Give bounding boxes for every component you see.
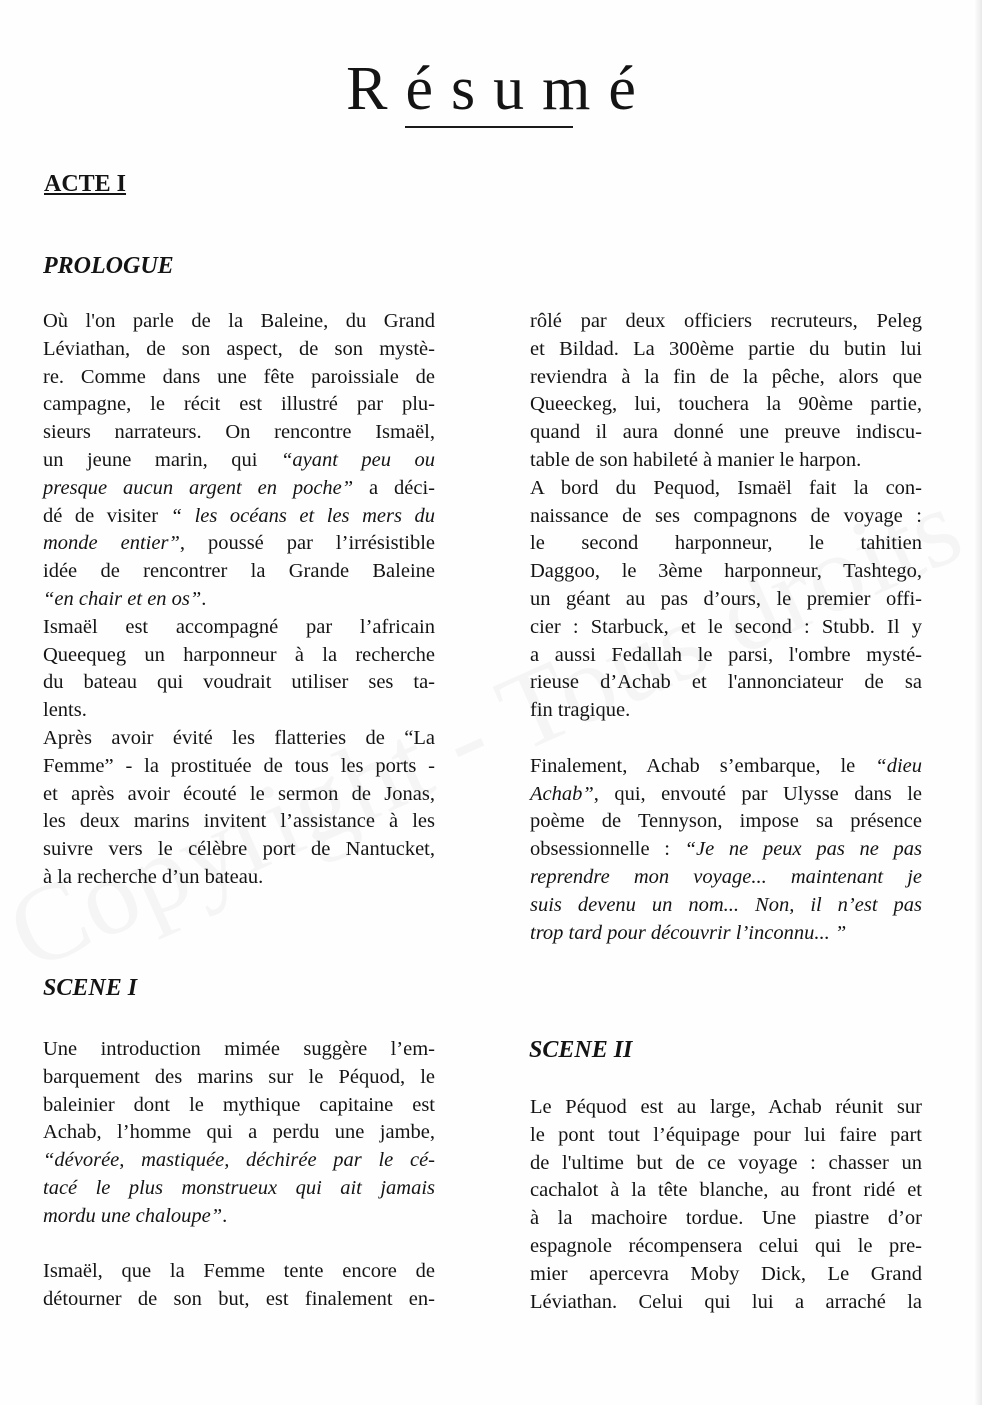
text-line: [43, 391, 435, 419]
text-fragment: mier apercevra Moby Dick, Le Grand: [530, 1262, 922, 1285]
scene2-paragraph: [530, 1094, 922, 1316]
text-fragment: Ismaël est accompagné par l’africain: [43, 615, 435, 638]
quote-fragment: “Je ne peux pas ne pas: [684, 838, 923, 861]
text-fragment: détourner de son but, est finalement en-: [43, 1288, 435, 1311]
text-fragment: rôlé par deux officiers recruteurs, Peleg: [530, 310, 922, 332]
quote-fragment: reprendre mon voyage... maintenant je: [530, 865, 922, 888]
text-fragment: cier : Starbuck, et le second : Stubb. Il y: [530, 615, 922, 638]
text-line: [530, 308, 922, 336]
text-fragment: Léviathan, de son aspect, de son mystè-: [43, 337, 435, 360]
text-fragment: lents.: [43, 699, 87, 722]
text-line: [43, 336, 435, 364]
quote-fragment: “dieu: [875, 754, 922, 777]
quote-fragment: Achab”: [530, 782, 594, 805]
text-line: [530, 1177, 922, 1205]
text-line: [530, 586, 922, 614]
prologue-heading: PROLOGUE: [43, 253, 174, 279]
text-fragment: idée de rencontrer la Grande Baleine: [43, 560, 435, 583]
quote-fragment: tacé le plus monstrueux qui ait jamais: [43, 1176, 435, 1199]
page-title: Résumé: [346, 55, 654, 123]
scene2-heading: SCENE II: [529, 1037, 633, 1063]
text-line: [43, 558, 435, 586]
text-fragment: de l'ultime but de ce voyage : chasser un: [530, 1151, 922, 1174]
act-heading: ACTE I: [44, 171, 127, 197]
text-line: [530, 1233, 922, 1261]
text-fragment: Finalement, Achab s’embarque, le: [530, 754, 876, 777]
text-fragment: Léviathan. Celui qui lui a arraché la: [530, 1290, 922, 1313]
text-fragment: sieurs narrateurs. On rencontre Ismaël,: [43, 421, 435, 444]
text-line: [43, 1064, 435, 1092]
text-fragment: campagne, le récit est illustré par plu-: [43, 393, 435, 416]
text-fragment: rieuse d’Achab et l'annonciateur de sa: [530, 671, 922, 694]
text-fragment: obsessionnelle :: [530, 838, 685, 861]
text-fragment: quand il aura donné une preuve indiscu-: [530, 421, 922, 444]
prologue-paragraph: [43, 308, 435, 892]
text-line: [530, 642, 922, 670]
text-line: [43, 419, 435, 447]
text-line: [530, 892, 922, 920]
quote-fragment: presque aucun argent en poche”: [43, 476, 354, 499]
text-fragment: table de son habileté à manier le harpon.: [530, 448, 862, 471]
text-fragment: A bord du Pequod, Ismaël fait la con-: [530, 476, 922, 499]
text-line: [43, 308, 435, 336]
text-line: [530, 1122, 922, 1150]
text-fragment: Queequeg un harponneur à la recherche: [43, 643, 435, 666]
text-line: [530, 669, 922, 697]
text-line: [530, 920, 922, 948]
text-fragment: à la recherche d’un bateau.: [43, 865, 264, 888]
page-edge-shadow: [974, 0, 982, 1405]
quote-fragment: mordu une chaloupe”: [43, 1204, 223, 1227]
text-line: [43, 697, 435, 725]
title-underline-rule: [405, 126, 573, 128]
text-line: [530, 530, 922, 558]
text-line: [530, 447, 922, 475]
text-line: [530, 808, 922, 836]
text-fragment: Après avoir évité les flatteries de “La: [43, 726, 435, 749]
text-line: [43, 1175, 435, 1203]
text-line: [530, 1094, 922, 1122]
text-line: [43, 753, 435, 781]
quote-fragment: suis devenu un nom... Non, il n’est pas: [530, 893, 922, 916]
quote-fragment: “dévorée, mastiquée, déchirée par le cé-: [43, 1149, 435, 1172]
text-fragment: baleinier dont le mythique capitaine est: [43, 1093, 435, 1116]
text-fragment: fin tragique.: [530, 699, 631, 722]
text-fragment: du bateau qui voudrait utiliser ses ta-: [43, 671, 435, 694]
text-line: [43, 503, 435, 531]
quote-fragment: “ayant peu ou: [280, 448, 436, 471]
text-fragment: Achab, l’homme qui a perdu une jambe,: [43, 1121, 435, 1144]
scene1-heading: SCENE I: [43, 975, 138, 1001]
quote-fragment: “en chair et en os”: [43, 587, 202, 610]
scene2-text: [530, 1094, 922, 1316]
text-line: [43, 614, 435, 642]
text-line: [530, 419, 922, 447]
text-line: [43, 669, 435, 697]
text-fragment: a aussi Fedallah le parsi, l'ombre mysté-: [530, 643, 922, 666]
scene1-text: [43, 1036, 435, 1314]
text-fragment: et après avoir écouté le sermon de Jonas,: [43, 782, 435, 805]
text-fragment: le pont tout l’équipage pour lui faire part: [530, 1123, 922, 1146]
text-line: [43, 725, 435, 753]
text-line: [530, 503, 922, 531]
text-fragment: espagnole récompensera celui qui le pre-: [530, 1234, 922, 1257]
quote-fragment: monde entier”: [43, 532, 180, 555]
scene1-paragraph: [43, 1036, 435, 1314]
text-line: [43, 447, 435, 475]
text-fragment: Queeckeg, lui, touchera la 90ème partie,: [530, 393, 922, 416]
text-line: [43, 864, 435, 892]
text-line: [43, 1203, 435, 1231]
text-fragment: Femme” - la prostituée de tous les ports -: [43, 754, 435, 777]
text-fragment: suivre vers le célèbre port de Nantucket,: [43, 838, 435, 861]
text-line: [530, 614, 922, 642]
text-fragment: poème de Tennyson, impose sa présence: [530, 810, 922, 833]
quote-fragment: trop tard pour découvrir l’inconnu... ”: [530, 921, 847, 944]
right-column-text: [530, 308, 922, 947]
quote-fragment: “ les océans et les mers du: [170, 504, 435, 527]
text-fragment: .: [201, 587, 207, 610]
text-line: [530, 336, 922, 364]
text-fragment: un jeune marin, qui: [43, 448, 281, 471]
text-fragment: .: [222, 1204, 228, 1227]
text-line: [530, 475, 922, 503]
text-fragment: , poussé par l’irrésistible: [179, 532, 435, 555]
text-line: [43, 530, 435, 558]
text-line: [43, 1258, 435, 1286]
text-fragment: reviendra à la fin de la pêche, alors que: [530, 365, 922, 388]
text-line: [43, 1147, 435, 1175]
text-line: [530, 697, 922, 725]
text-line: [43, 1036, 435, 1064]
text-fragment: Où l'on parle de la Baleine, du Grand: [43, 310, 435, 332]
text-line: [530, 364, 922, 392]
text-line: [530, 558, 922, 586]
text-line: [530, 781, 922, 809]
text-fragment: le second harponneur, le tahitien: [530, 532, 922, 555]
text-fragment: Une introduction mimée suggère l’em-: [43, 1038, 435, 1060]
text-line: [530, 1289, 922, 1317]
text-line: [43, 1119, 435, 1147]
text-fragment: Daggoo, le 3ème harponneur, Tashtego,: [530, 560, 922, 583]
text-line: [43, 642, 435, 670]
text-line: [530, 391, 922, 419]
text-fragment: cachalot à la tête blanche, au front ridé et: [530, 1179, 922, 1202]
text-fragment: naissance de ses compagnons de voyage :: [530, 504, 922, 527]
text-fragment: dé de visiter: [43, 504, 171, 527]
text-fragment: Le Péquod est au large, Achab réunit sur: [530, 1096, 922, 1118]
text-fragment: , qui, envouté par Ulysse dans le: [593, 782, 922, 805]
text-fragment: a déci-: [353, 476, 435, 499]
text-fragment: à la machoire tordue. Une piastre d’or: [530, 1207, 922, 1230]
right-paragraph: [530, 308, 922, 947]
text-fragment: et Bildad. La 300ème partie du butin lui: [530, 337, 922, 360]
text-line: [43, 586, 435, 614]
text-line: [530, 1205, 922, 1233]
text-fragment: les deux marins invitent l’assistance à les: [43, 810, 435, 833]
text-line: [530, 1150, 922, 1178]
prologue-text: [43, 308, 435, 892]
text-fragment: un géant au pas d’ours, le premier offi-: [530, 587, 922, 610]
text-line: [43, 1092, 435, 1120]
text-line: [43, 836, 435, 864]
text-fragment: re. Comme dans une fête paroissiale de: [43, 365, 435, 388]
text-line: [43, 781, 435, 809]
text-line: [43, 364, 435, 392]
text-fragment: barquement des marins sur le Péquod, le: [43, 1065, 435, 1088]
text-line: [530, 836, 922, 864]
text-line: [530, 1261, 922, 1289]
text-line: [43, 1286, 435, 1314]
text-line: [43, 475, 435, 503]
text-fragment: Ismaël, que la Femme tente encore de: [43, 1260, 435, 1283]
text-line: [530, 753, 922, 781]
text-line: [43, 808, 435, 836]
text-line: [530, 864, 922, 892]
